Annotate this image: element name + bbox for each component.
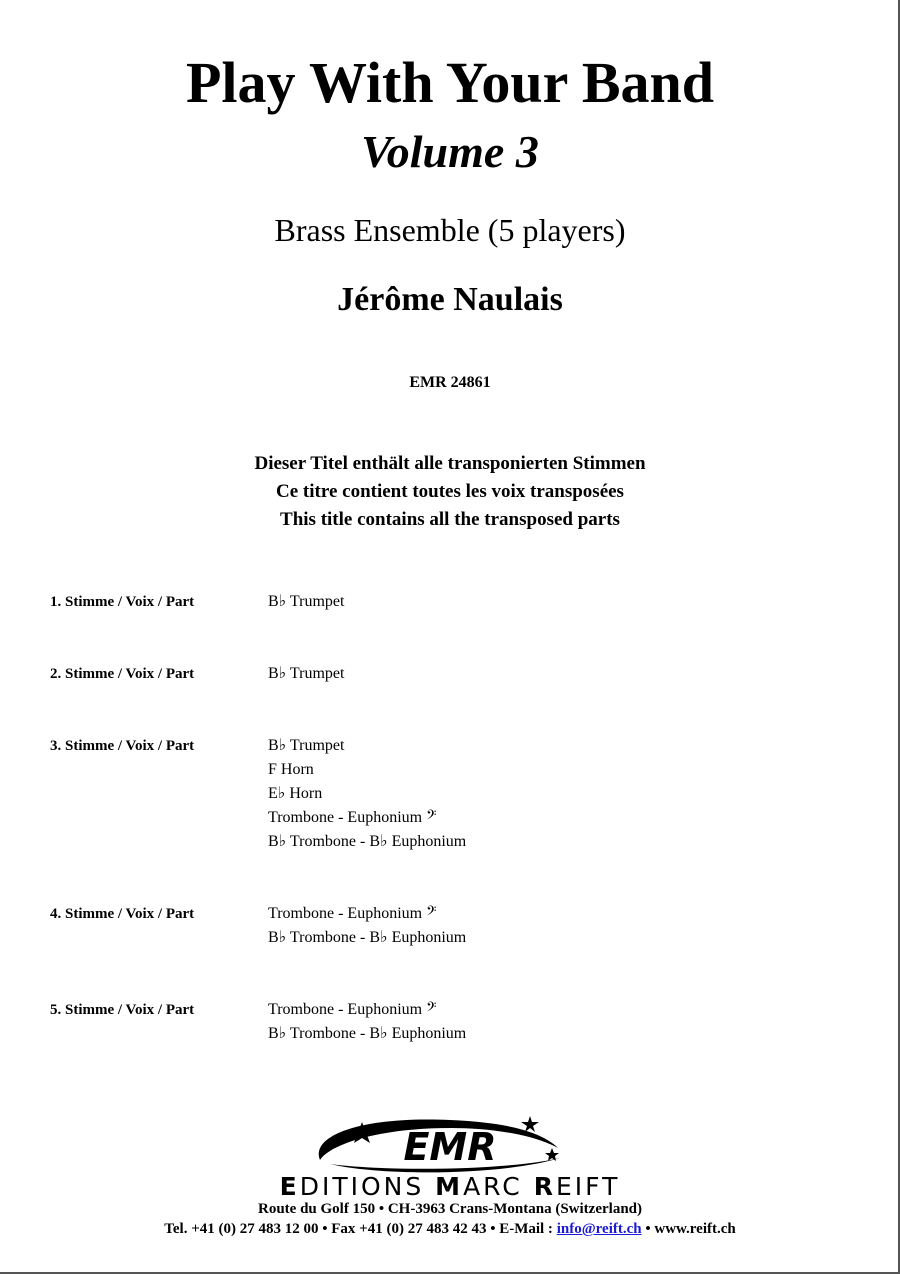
- part-label: 4. Stimme / Voix / Part: [50, 906, 195, 922]
- logo-star-right: [521, 1116, 539, 1132]
- publisher-name-part: R: [533, 1172, 556, 1201]
- publisher-name-part: M: [435, 1172, 464, 1201]
- publisher-address: Route du Golf 150 • CH-3963 Crans-Montana (Switzerland): [258, 1201, 642, 1217]
- part-row: [50, 590, 810, 614]
- part-row: [50, 998, 810, 1046]
- catalog-number: EMR 24861: [409, 374, 491, 391]
- logo-star-small: [545, 1148, 559, 1161]
- part-row: [50, 902, 810, 950]
- volume-title: Volume 3: [361, 126, 539, 177]
- emr-logo: [300, 1108, 600, 1178]
- publisher-name-part: ARC: [463, 1172, 534, 1201]
- instrument-item: B♭ Trombone - B♭ Euphonium: [268, 1025, 467, 1042]
- instrument-item: B♭ Trumpet: [268, 665, 345, 682]
- part-row: [50, 734, 810, 854]
- parts-list: [50, 590, 810, 1046]
- instrument-item: B♭ Trumpet: [268, 593, 345, 610]
- part-label: 5. Stimme / Voix / Part: [50, 1002, 195, 1018]
- part-label: 1. Stimme / Voix / Part: [50, 594, 195, 610]
- notice-german: Dieser Titel enthält alle transponierten Stimmen: [254, 453, 646, 474]
- publisher-contact: [0, 1220, 900, 1238]
- publisher-name-part: E: [279, 1172, 300, 1201]
- contact-website: • www.reift.ch: [641, 1221, 736, 1237]
- instrument-list: [268, 998, 810, 1046]
- instrument-item: Trombone - Euphonium 𝄢: [268, 809, 437, 826]
- email-link[interactable]: info@reift.ch: [556, 1221, 642, 1237]
- instrument-item: E♭ Horn: [268, 785, 323, 802]
- publisher-name-part: EIFT: [555, 1172, 621, 1201]
- publisher-name: [0, 1172, 900, 1202]
- instrument-item: B♭ Trombone - B♭ Euphonium: [268, 929, 467, 946]
- instrument-item: F Horn: [268, 761, 314, 778]
- instrument-list: [268, 734, 810, 854]
- part-label: 3. Stimme / Voix / Part: [50, 738, 195, 754]
- transposition-notice: [0, 450, 900, 534]
- publisher-name-part: DITIONS: [299, 1172, 436, 1201]
- composer-name: Jérôme Naulais: [337, 281, 563, 318]
- instrument-list: [268, 662, 810, 686]
- instrument-list: [268, 590, 810, 614]
- instrument-item: Trombone - Euphonium 𝄢: [268, 1001, 437, 1018]
- notice-french: Ce titre contient toutes les voix transposées: [276, 481, 624, 502]
- instrument-item: B♭ Trumpet: [268, 737, 345, 754]
- logo-text: EMR: [403, 1125, 497, 1169]
- contact-phone-fax: Tel. +41 (0) 27 483 12 00 • Fax +41 (0) 27 483 42 43 • E-Mail :: [164, 1221, 557, 1237]
- instrument-item: B♭ Trombone - B♭ Euphonium: [268, 833, 467, 850]
- part-row: [50, 662, 810, 686]
- instrument-item: Trombone - Euphonium 𝄢: [268, 905, 437, 922]
- instrument-list: [268, 902, 810, 950]
- part-label: 2. Stimme / Voix / Part: [50, 666, 195, 682]
- page-title: Play With Your Band: [185, 50, 715, 115]
- notice-english: This title contains all the transposed parts: [280, 509, 620, 530]
- ensemble-subtitle: Brass Ensemble (5 players): [274, 212, 626, 248]
